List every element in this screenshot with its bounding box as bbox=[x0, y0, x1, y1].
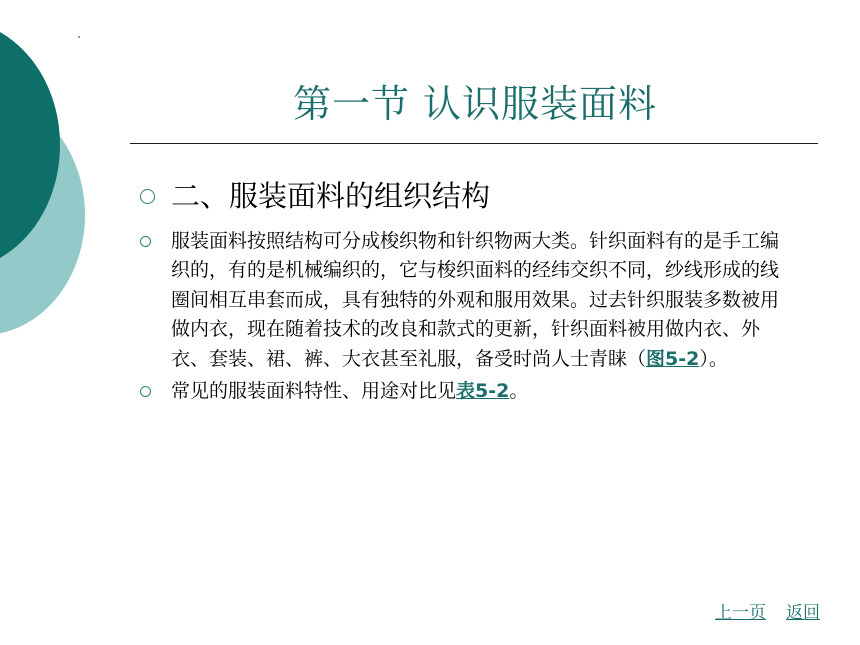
prev-page-link[interactable]: 上一页 bbox=[715, 603, 766, 623]
circle-bullet-icon bbox=[140, 189, 155, 204]
figure-5-2-link[interactable]: 图5-2 bbox=[646, 347, 700, 370]
circle-bullet-icon bbox=[140, 386, 151, 397]
section-heading bbox=[140, 175, 820, 217]
paragraph-knit-fabric-text: 服装面料按照结构可分成梭织物和针织物两大类。针织面料有的是手工编织的，有的是机械编织的，它与梭织面料的经纬交织不同，纱线形成的线圈间相互串套而成，具有独特的外观和服用效果。过去针织服装多数被用做内衣，现在随着技术的改良和款式的更新，针织面料被用做内衣、外衣、套装、裙、裤、大衣甚至礼服，备受时尚人士青睐（ bbox=[171, 230, 780, 370]
decorative-dot bbox=[78, 36, 80, 38]
paragraph-knit-fabric bbox=[140, 227, 797, 374]
table-5-2-link[interactable]: 表5-2 bbox=[456, 380, 510, 403]
paragraph-knit-fabric-suffix: ）。 bbox=[699, 347, 728, 370]
paragraph-comparison-suffix: 。 bbox=[509, 380, 529, 403]
paragraph-comparison bbox=[140, 377, 797, 406]
paragraph-comparison-text: 常见的服装面料特性、用途对比见 bbox=[171, 380, 457, 403]
back-link[interactable]: 返回 bbox=[786, 603, 820, 623]
slide-content bbox=[140, 175, 820, 406]
slide-navigation bbox=[695, 598, 820, 623]
title-divider bbox=[130, 143, 818, 144]
circle-bullet-icon bbox=[140, 236, 151, 247]
slide-title: 第一节 认识服装面料 bbox=[292, 82, 658, 126]
section-heading-text: 二、服装面料的组织结构 bbox=[171, 179, 491, 213]
